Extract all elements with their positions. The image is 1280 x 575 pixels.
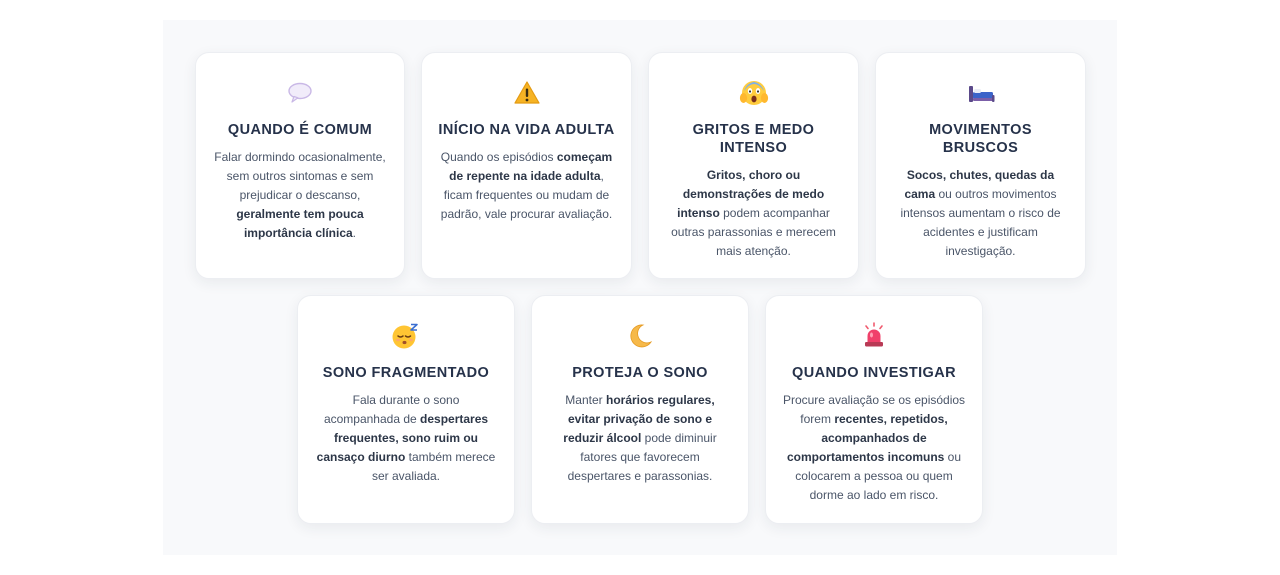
card-text: Falar dormindo ocasionalmente, sem outros sintomas e sem prejudicar o descanso, geralmente tem pouca importância clínica. bbox=[214, 150, 386, 240]
card-text: Quando os episódios começam de repente na idade adulta, ficam frequentes ou mudam de padrão, vale procurar avaliação. bbox=[440, 150, 613, 221]
siren-icon bbox=[782, 322, 966, 350]
card-movimentos-bruscos bbox=[875, 52, 1086, 279]
card-text: Socos, chutes, quedas da cama ou outros movimentos intensos aumentam o risco de acidentes e justificam investigação. bbox=[900, 168, 1061, 258]
card-title: PROTEJA O SONO bbox=[572, 365, 708, 381]
card-proteja-sono bbox=[531, 295, 749, 524]
card-title: GRITOS E MEDO INTENSO bbox=[692, 122, 815, 156]
card-quando-e-comum bbox=[195, 52, 405, 279]
crescent-moon-icon bbox=[548, 322, 732, 350]
card-sono-fragmentado bbox=[297, 295, 515, 524]
bed-icon bbox=[892, 79, 1069, 107]
card-gritos-medo bbox=[648, 52, 859, 279]
card-quando-investigar bbox=[765, 295, 983, 524]
warning-icon bbox=[438, 79, 615, 107]
card-text: Fala durante o sono acompanhada de despertares frequentes, sono ruim ou cansaço diurno também merece ser avaliada. bbox=[316, 393, 496, 483]
card-text: Procure avaliação se os episódios forem recentes, repetidos, acompanhados de comportamentos incomuns ou colocarem a pessoa ou quem dorme ao lado em risco. bbox=[782, 393, 966, 502]
card-title: MOVIMENTOS BRUSCOS bbox=[929, 122, 1032, 156]
card-title: SONO FRAGMENTADO bbox=[322, 365, 490, 381]
card-text: Manter horários regulares, evitar privação de sono e reduzir álcool pode diminuir fatores que favorecem despertares e parassonias. bbox=[563, 393, 717, 483]
speech-balloon-icon bbox=[212, 79, 388, 107]
card-text: Gritos, choro ou demonstrações de medo intenso podem acompanhar outras parassonias e merecem mais atenção. bbox=[671, 168, 836, 258]
sleeping-face-icon bbox=[314, 322, 498, 350]
card-title: QUANDO INVESTIGAR bbox=[792, 365, 956, 381]
card-title: INÍCIO NA VIDA ADULTA bbox=[438, 122, 615, 138]
card-inicio-vida-adulta bbox=[421, 52, 632, 279]
card-title: QUANDO É COMUM bbox=[227, 122, 373, 138]
screaming-face-icon bbox=[665, 79, 842, 107]
